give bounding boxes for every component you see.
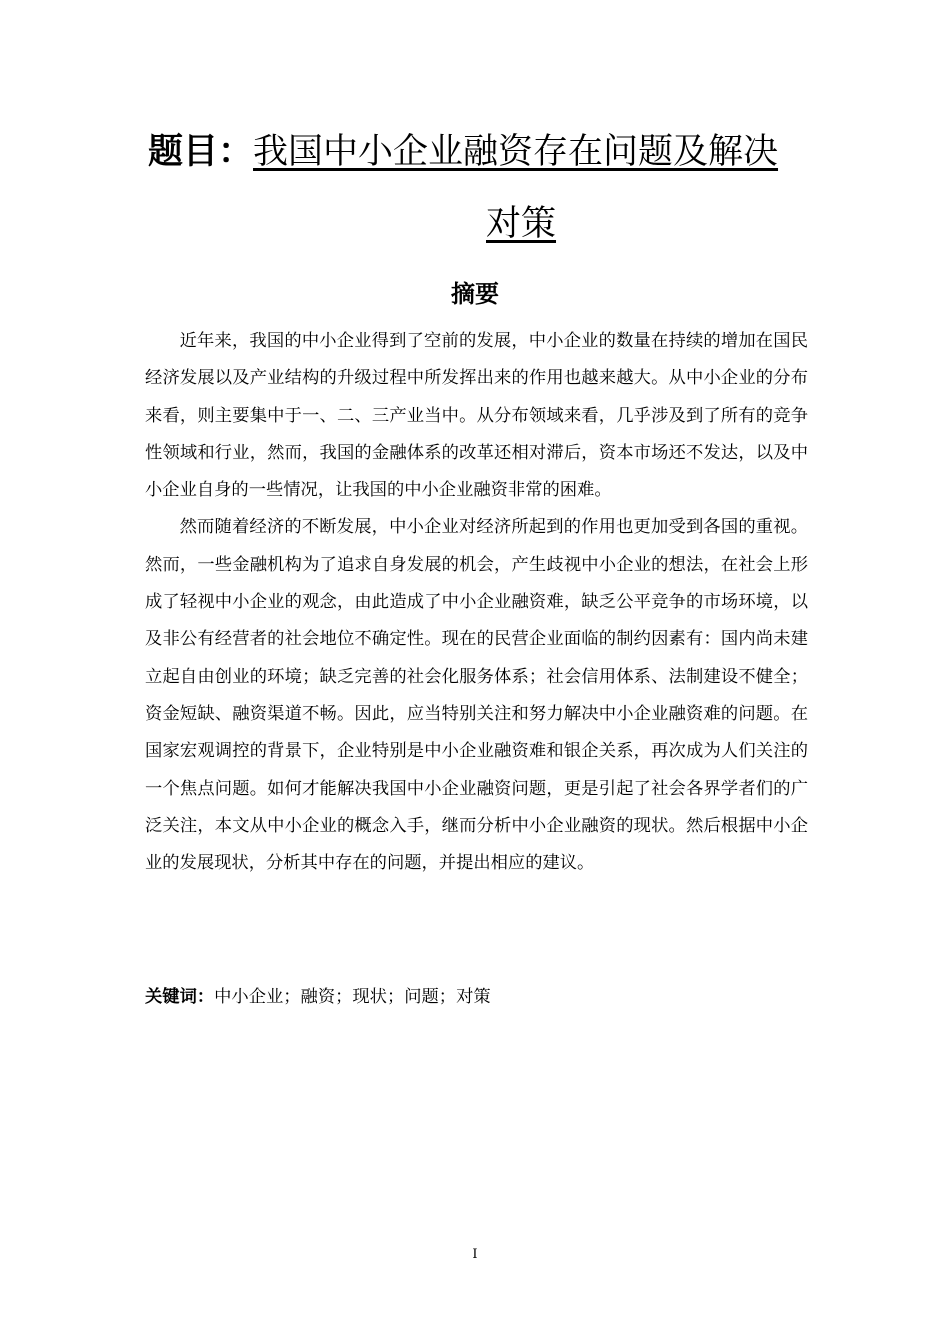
page-number: I (472, 1247, 478, 1262)
keywords-label: 关键词： (145, 987, 215, 1007)
title-label: 题目： (148, 132, 254, 172)
keywords-line (145, 981, 808, 1013)
abstract-heading: 摘要 (451, 280, 499, 308)
abstract-body (145, 323, 808, 882)
title-text-line1: 我国中小企业融资存在问题及解决 (253, 132, 779, 172)
keywords-value: 中小企业；融资；现状；问题；对策 (214, 987, 491, 1007)
abstract-paragraph-1: 近年来，我国的中小企业得到了空前的发展，中小企业的数量在持续的增加在国民经济发展以及产业结构的升级过程中所发挥出来的作用也越来越大。从中小企业的分布来看，则主要集中于一、二、三产业当中。从分布领域来看，几乎涉及到了所有的竞争性领域和行业，然而，我国的金融体系的改革还相对滞后，资本市场还不发达，以及中小企业自身的一些情况，让我国的中小企业融资非常的困难。 (145, 331, 808, 501)
page-title (148, 128, 818, 176)
title-text-line2: 对策 (486, 204, 557, 244)
abstract-paragraph-2: 然而随着经济的不断发展，中小企业对经济所起到的作用也更加受到各国的重视。然而，一些金融机构为了追求自身发展的机会，产生歧视中小企业的想法，在社会上形成了轻视中小企业的观念，由此造成了中小企业融资难，缺乏公平竞争的市场环境，以及非公有经营者的社会地位不确定性。现在的民营企业面临的制约因素有：国内尚未建立起自由创业的环境；缺乏完善的社会化服务体系；社会信用体系、法制建设不健全；资金短缺、融资渠道不畅。因此，应当特别关注和努力解决中小企业融资难的问题。在国家宏观调控的背景下，企业特别是中小企业融资难和银企关系，再次成为人们关注的一个焦点问题。如何才能解决我国中小企业融资问题，更是引起了社会各界学者们的广泛关注，本文从中小企业的概念入手，继而分析中小企业融资的现状。然后根据中小企业的发展现状，分析其中存在的问题，并提出相应的建议。 (145, 517, 808, 874)
